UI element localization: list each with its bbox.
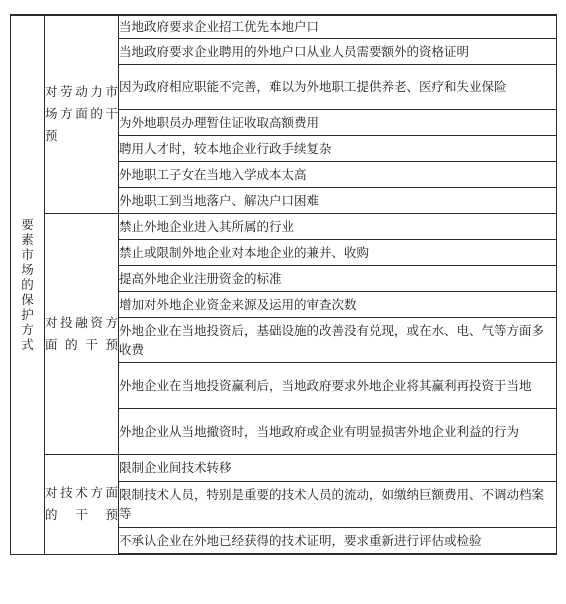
item-cell: 当地政府要求企业招工优先本地户口 (119, 15, 557, 38)
item-cell: 禁止或限制外地企业对本地企业的兼并、收购 (119, 239, 557, 265)
group-label-labor: 对劳动力市场方面的干预 (45, 84, 118, 144)
item-cell: 外地企业从当地撤资时，当地政府或企业有明显损害外地企业利益的行为 (119, 408, 557, 454)
item-cell: 因为政府相应职能不完善，难以为外地职工提供养老、医疗和失业保险 (119, 64, 557, 109)
main-category-label: 要素市场的保护方式 (21, 217, 34, 353)
table-row (11, 15, 557, 38)
item-cell: 限制技术人员，特别是重要的技术人员的流动，如缴纳巨额费用、不调动档案等 (119, 481, 557, 527)
group-label-cell (45, 15, 119, 213)
item-cell: 外地职工子女在当地入学成本太高 (119, 161, 557, 187)
item-cell: 禁止外地企业进入其所属的行业 (119, 213, 557, 239)
table-row (11, 213, 557, 239)
group-label-investment: 对投融资方面的干预 (45, 314, 118, 352)
item-cell: 限制企业间技术转移 (119, 454, 557, 481)
group-label-technology: 对技术方面的干预 (45, 485, 118, 522)
item-cell: 提高外地企业注册资金的标准 (119, 265, 557, 291)
item-cell: 聘用人才时，较本地企业行政手续复杂 (119, 135, 557, 161)
item-cell: 为外地职员办理暂住证收取高额费用 (119, 109, 557, 135)
table-row (11, 454, 557, 481)
item-cell: 外地职工到当地落户、解决户口困难 (119, 187, 557, 213)
main-category-cell (11, 15, 45, 554)
group-label-cell (45, 454, 119, 554)
item-cell: 外地企业在当地投资赢利后，当地政府要求外地企业将其赢利再投资于当地 (119, 362, 557, 408)
group-label-cell (45, 213, 119, 454)
protection-methods-table (10, 14, 557, 555)
item-cell: 不承认企业在外地已经获得的技术证明，要求重新进行评估或检验 (119, 527, 557, 554)
item-cell: 当地政府要求企业聘用的外地户口从业人员需要额外的资格证明 (119, 38, 557, 64)
item-cell: 外地企业在当地投资后，基础设施的改善没有兑现，或在水、电、气等方面多收费 (119, 317, 557, 362)
item-cell: 增加对外地企业资金来源及运用的审查次数 (119, 291, 557, 317)
